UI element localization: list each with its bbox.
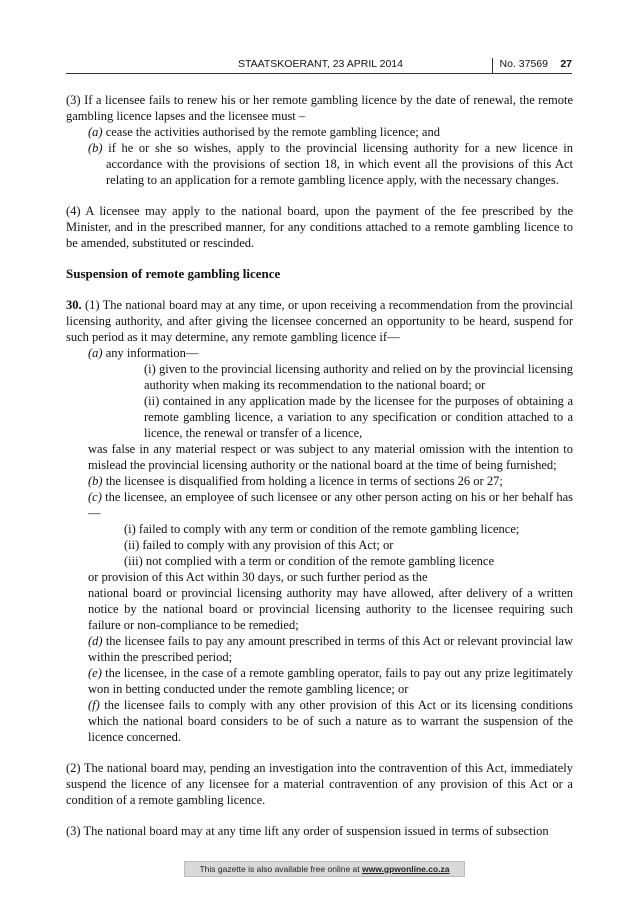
footer-banner — [184, 861, 465, 877]
mark: (b) — [88, 141, 103, 155]
para-4: (4) A licensee may apply to the national board, upon the payment of the fee prescribed by the Minister, and in the prescribed manner, for any conditions attached to a remote gambling licence to be amended, substituted or rescinded. — [66, 204, 573, 250]
item-b: (b) the licensee is disqualified from holding a licence in terms of sections 26 or 27; — [88, 474, 503, 488]
gazette-issue: STAATSKOERANT, 23 APRIL 2014 — [238, 58, 403, 70]
para-3-b: (b) if he or she so wishes, apply to the provincial licensing authority for a new licence in accordance with the provisions of section 18, in which event all the provisions of this Act relating to an application for a remote gambling licence apply, with the necessary changes. — [88, 141, 573, 187]
gazette-number: No. 37569 — [499, 58, 548, 70]
section-30-1: 30. (1) The national board may at any time, or upon receiving a recommendation from the provincial licensing authority, and after giving the licensee concerned an opportunity to be heard, suspend for such period as it may determine, any remote gambling licence if— — [66, 298, 573, 344]
item-c-iii: (iii) not complied with a term or condition of the remote gambling licence — [124, 554, 495, 568]
page-number: 27 — [560, 58, 572, 70]
header-rule — [66, 73, 572, 74]
section-30-2: (2) The national board may, pending an investigation into the contravention of this Act, immediately suspend the licence of any licensee for a material contravention of any provision of this Act or a condition of a remote gambling licence. — [66, 761, 573, 807]
item-a-i: (i) given to the provincial licensing authority and relied on by the provincial licensing authority when making its recommendation to the national board; or — [144, 362, 573, 392]
item-c-tail-2: national board or provincial licensing authority may have allowed, after delivery of a written notice by the national board or provincial licensing authority to the licensee requiring such failure or non-compliance to be remedied; — [88, 586, 573, 632]
footer-text: This gazette is also available free online at — [199, 864, 362, 874]
item-e: (e) the licensee, in the case of a remote gambling operator, fails to pay out any prize legitimately won in betting conducted under the remote gambling licence; or — [88, 666, 573, 696]
header-separator — [492, 58, 493, 73]
item-c-i: (i) failed to comply with any term or condition of the remote gambling licence; — [124, 522, 520, 536]
document-body — [66, 92, 573, 839]
item-c-ii: (ii) failed to comply with any provision of this Act; or — [124, 538, 394, 552]
page-header — [66, 58, 572, 74]
para-3-a: (a) cease the activities authorised by the remote gambling licence; and — [88, 125, 440, 139]
item-a-ii: (ii) contained in any application made by the licensee for the purposes of obtaining a remote gambling licence, a variation to any specification or condition attached to a licence, the renewal or transfer of a licence, — [144, 394, 573, 440]
item-c-tail-1: or provision of this Act within 30 days, or such further period as the — [88, 570, 428, 584]
footer-link[interactable]: www.gpwonline.co.za — [362, 864, 450, 874]
item-d: (d) the licensee fails to pay any amount prescribed in terms of this Act or relevant provincial law within the prescribed period; — [88, 634, 573, 664]
item-a-tail: was false in any material respect or was subject to any material omission with the intention to mislead the provincial licensing authority or the national board at the time of being furnished; — [88, 442, 573, 472]
section-30-3: (3) The national board may at any time lift any order of suspension issued in terms of subsection — [66, 824, 549, 838]
para-3: (3) If a licensee fails to renew his or her remote gambling licence by the date of renewal, the remote gambling licence lapses and the licensee must – — [66, 93, 573, 123]
item-c: (c) the licensee, an employee of such licensee or any other person acting on his or her behalf has— — [88, 490, 573, 520]
item-a: (a) any information— — [88, 346, 199, 360]
mark: (a) — [88, 125, 103, 139]
item-f: (f) the licensee fails to comply with any other provision of this Act or its licensing conditions which the national board considers to be of such a nature as to warrant the suspension of the licence concerned. — [88, 698, 573, 744]
section-heading: Suspension of remote gambling licence — [66, 266, 281, 281]
